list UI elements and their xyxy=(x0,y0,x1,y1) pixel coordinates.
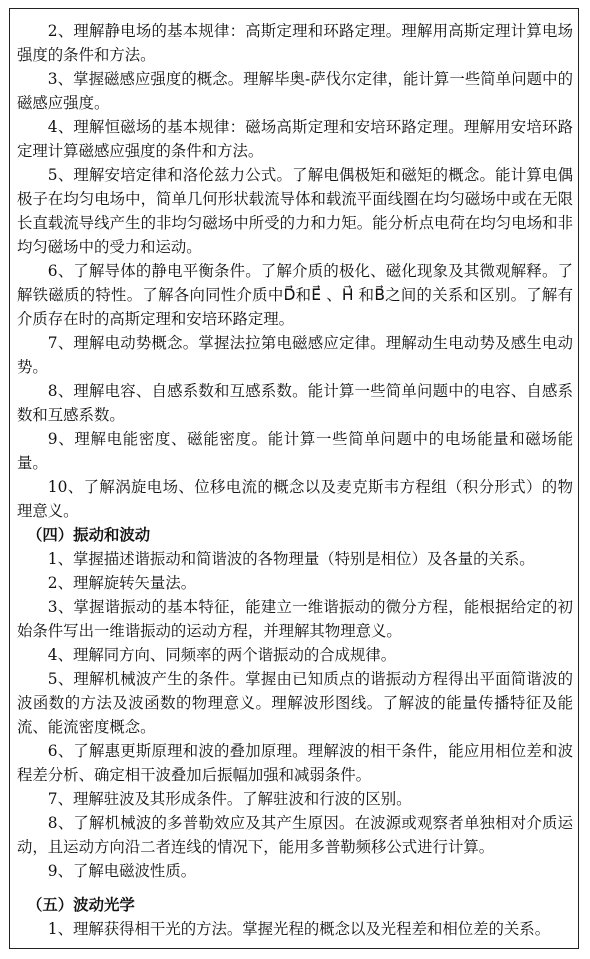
item-4-3: 3、掌握谐振动的基本特征，能建立一维谐振动的微分方程，能根据给定的初始条件写出一维谐振动的运动方程，并理解其物理意义。 xyxy=(17,598,573,640)
item-4-6: 6、了解惠更斯原理和波的叠加原理。理解波的相干条件，能应用相位差和波程差分析、确定相干波叠加后振幅加强和减弱条件。 xyxy=(17,742,573,784)
document-frame xyxy=(9,8,579,949)
item-3-8: 8、理解电容、自感系数和互感系数。能计算一些简单问题中的电容、自感系数和互感系数。 xyxy=(17,382,573,424)
item-3-5: 5、理解安培定律和洛伦兹力公式。了解电偶极矩和磁矩的概念。能计算电偶极子在均匀电场中，简单几何形状载流导体和载流平面线圈在均匀磁场中或在无限长直载流导线产生的非均匀磁场中所受的力和力矩。能分析点电荷在均匀电场和非均匀磁场中的受力和运动。 xyxy=(17,166,573,256)
section-five-heading: （五）波动光学 xyxy=(27,896,135,914)
item-3-3: 3、掌握磁感应强度的概念。理解毕奥-萨伐尔定律，能计算一些简单问题中的磁感应强度。 xyxy=(17,70,573,112)
section-four-heading: （四）振动和波动 xyxy=(27,526,151,544)
item-4-7: 7、理解驻波及其形成条件。了解驻波和行波的区别。 xyxy=(47,790,412,808)
item-3-6: 6、了解导体的静电平衡条件。了解介质的极化、磁化现象及其微观解释。了解铁磁质的特性。了解各向同性介质中D⃗和E⃗ 、H⃗ 和B⃗之间的关系和区别。了解有介质存在时的高斯定理和安培环路定理。 xyxy=(17,262,573,328)
item-5-1: 1、理解获得相干光的方法。掌握光程的概念以及光程差和相位差的关系。 xyxy=(47,920,551,938)
item-4-9: 9、了解电磁波性质。 xyxy=(47,862,197,880)
item-3-2: 2、理解静电场的基本规律：高斯定理和环路定理。理解用高斯定理计算电场强度的条件和方法。 xyxy=(17,22,573,64)
item-4-8: 8、了解机械波的多普勒效应及其产生原因。在波源或观察者单独相对介质运动，且运动方向沿二者连线的情况下，能用多普勒频移公式进行计算。 xyxy=(17,814,573,856)
item-3-9: 9、理解电能密度、磁能密度。能计算一些简单问题中的电场能量和磁场能量。 xyxy=(17,430,573,472)
item-4-5: 5、理解机械波产生的条件。掌握由已知质点的谐振动方程得出平面简谐波的波函数的方法及波函数的物理意义。理解波形图线。了解波的能量传播特征及能流、能流密度概念。 xyxy=(17,670,573,736)
item-3-4: 4、理解恒磁场的基本规律：磁场高斯定理和安培环路定理。理解用安培环路定理计算磁感应强度的条件和方法。 xyxy=(17,118,573,160)
document-content xyxy=(17,19,573,941)
item-4-1: 1、掌握描述谐振动和简谐波的各物理量（特别是相位）及各量的关系。 xyxy=(47,550,535,568)
item-4-2: 2、理解旋转矢量法。 xyxy=(47,574,197,592)
item-3-7: 7、理解电动势概念。掌握法拉第电磁感应定律。理解动生电动势及感生电动势。 xyxy=(17,334,573,376)
item-3-10: 10、了解涡旋电场、位移电流的概念以及麦克斯韦方程组（积分形式）的物理意义。 xyxy=(17,478,573,520)
item-4-4: 4、理解同方向、同频率的两个谐振动的合成规律。 xyxy=(47,646,397,664)
